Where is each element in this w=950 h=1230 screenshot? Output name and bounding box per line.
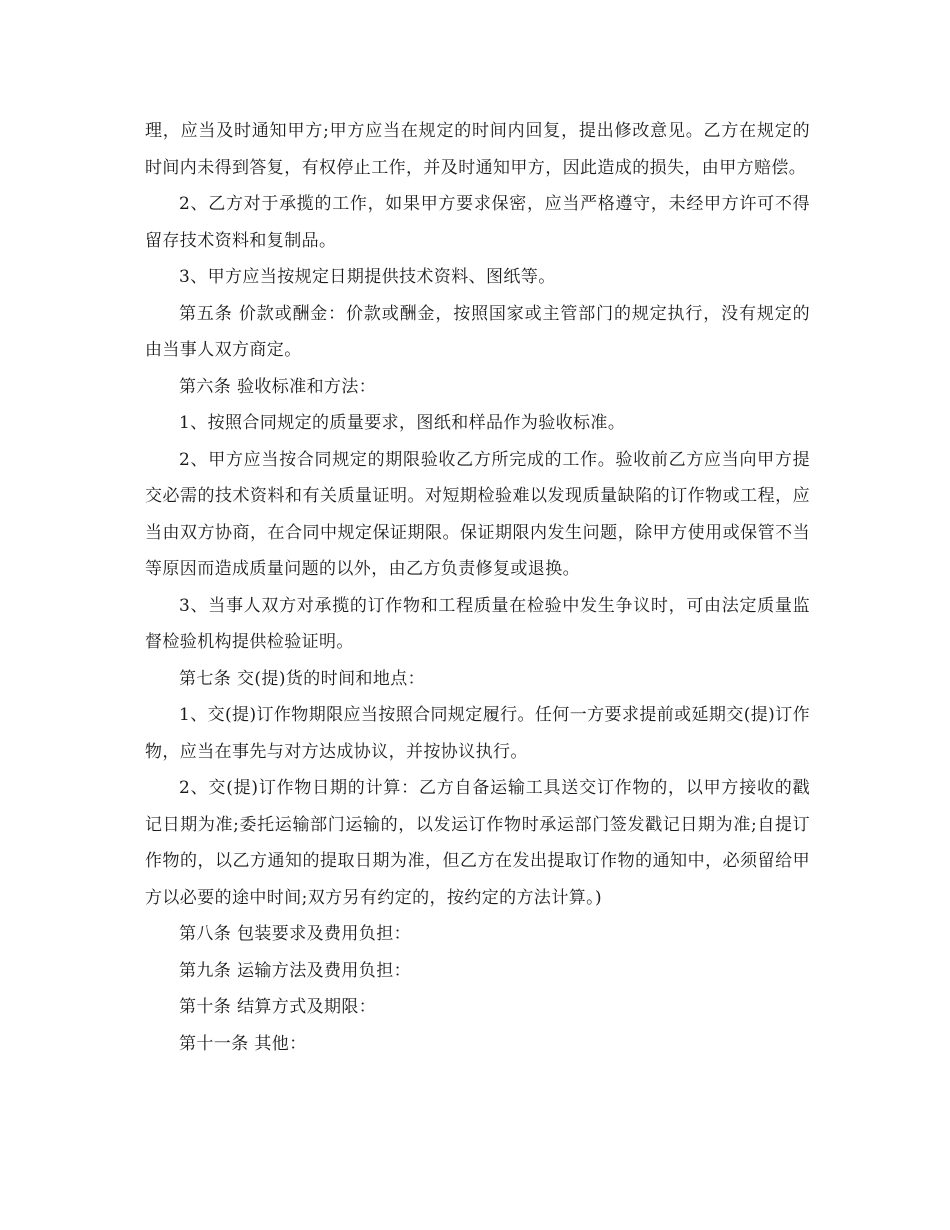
article-eleven-heading: 第十一条 其他：: [179, 1033, 307, 1054]
paragraph-item: 3、当事人双方对承揽的订作物和工程质量在检验中发生争议时，可由法定质量监督检验机构提供检验证明。: [145, 595, 810, 652]
article-five: 第五条 价款或酬金：价款或酬金，按照国家或主管部门的规定执行，没有规定的由当事人双方商定。: [145, 303, 810, 360]
paragraph-item: 1、按照合同规定的质量要求，图纸和样品作为验收标准。: [179, 413, 626, 433]
article-nine-heading: 第九条 运输方法及费用负担：: [179, 960, 412, 981]
article-six-heading: 第六条 验收标准和方法：: [179, 376, 377, 397]
article-ten-heading: 第十条 结算方式及期限：: [179, 997, 377, 1017]
paragraph-continuation: 理，应当及时通知甲方;甲方应当在规定的时间内回复，提出修改意见。乙方在规定的时间内未得到答复，有权停止工作，并及时通知甲方，因此造成的损失，由甲方赔偿。: [145, 121, 810, 178]
article-eight-heading: 第八条 包装要求及费用负担：: [179, 924, 412, 944]
paragraph-item: 2、甲方应当按合同规定的期限验收乙方所完成的工作。验收前乙方应当向甲方提交必需的技术资料和有关质量证明。对短期检验难以发现质量缺陷的订作物或工程，应当由双方协商，在合同中规定保证期限。保证期限内发生问题，除甲方使用或保管不当等原因而造成质量问题的以外，由乙方负责修复或退换。: [145, 449, 810, 579]
paragraph-item: 2、交(提)订作物日期的计算：乙方自备运输工具送交订作物的，以甲方接收的戳记日期为准;委托运输部门运输的，以发运订作物时承运部门签发戳记日期为准;自提订作物的，以乙方通知的提取日期为准，但乙方在发出提取订作物的通知中，必须留给甲方以必要的途中时间;双方另有约定的，按约定的方法计算。): [145, 778, 810, 908]
article-seven-heading: 第七条 交(提)货的时间和地点：: [179, 668, 426, 689]
paragraph-item: 3、甲方应当按规定日期提供技术资料、图纸等。: [179, 267, 556, 287]
paragraph-item: 1、交(提)订作物期限应当按照合同规定履行。任何一方要求提前或延期交(提)订作物，应当在事先与对方达成协议，并按协议执行。: [145, 705, 810, 762]
paragraph-item: 2、乙方对于承揽的工作，如果甲方要求保密，应当严格遵守，未经甲方许可不得留存技术资料和复制品。: [145, 194, 810, 251]
document-body: [145, 113, 810, 1062]
